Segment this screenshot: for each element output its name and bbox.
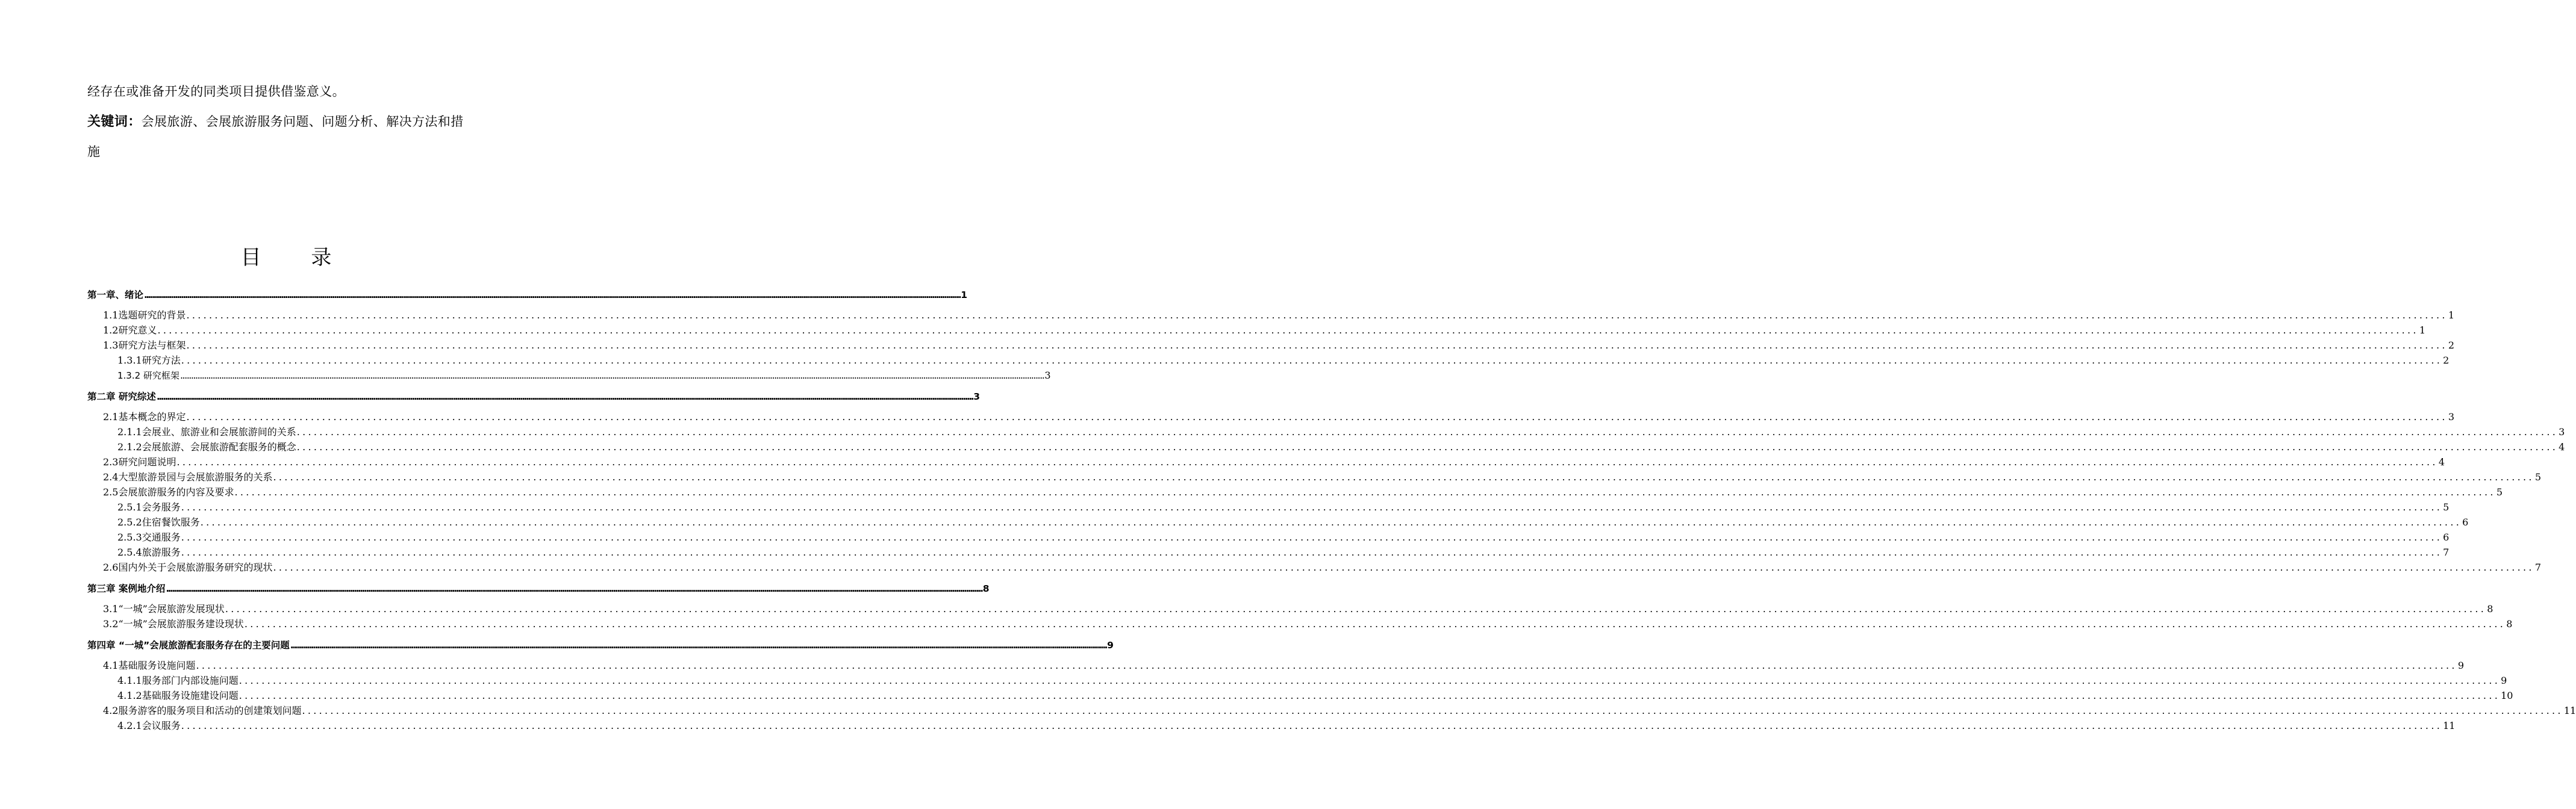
toc-entry-1-1[interactable] — [103, 308, 2455, 321]
keywords-line — [87, 114, 488, 129]
toc-entry-page: 3 — [973, 391, 980, 402]
toc-entry-4-1[interactable] — [103, 659, 2465, 672]
keywords-continuation: 施 — [87, 144, 101, 159]
toc-entry-page: 11 — [2443, 720, 2456, 731]
toc-entry-4-2-1[interactable] — [117, 719, 2456, 732]
toc-entry-chapter-4[interactable] — [87, 638, 1114, 651]
toc-entry-2-4[interactable] — [103, 470, 2542, 483]
toc-title: 目 录 — [240, 246, 354, 270]
toc-entry-page: 9 — [2457, 660, 2465, 671]
toc-entry-page: 3 — [2448, 411, 2455, 423]
toc-entry-chapter-3[interactable] — [87, 581, 990, 595]
dot-leader: ................................................................................................................................................................................................................................................................................................................................................................................................................ — [166, 583, 982, 594]
toc-entry-page: 2 — [2443, 355, 2450, 366]
dot-leader: ................................................................................................................................................................................................................................................................................................................................................................................................................ — [296, 426, 2559, 438]
dot-leader: ................................................................................................................................................................................................................................................................................................................................................................................................................ — [181, 547, 2443, 558]
dot-leader: ................................................................................................................................................................................................................................................................................................................................................................................................................ — [200, 516, 2462, 528]
toc-entry-page: 7 — [2534, 562, 2542, 573]
toc-entry-page: 5 — [2496, 486, 2503, 498]
toc-entry-text: 2.3研究问题说明 — [103, 456, 176, 468]
dot-leader: ................................................................................................................................................................................................................................................................................................................................................................................................................ — [239, 690, 2501, 701]
dot-leader: ................................................................................................................................................................................................................................................................................................................................................................................................................ — [181, 720, 2443, 731]
toc-entry-text: 第三章 案例地介绍 — [87, 583, 166, 594]
toc-entry-text: 4.1.2基础服务设施建设问题 — [117, 690, 239, 701]
toc-entry-text: 1.1选题研究的背景 — [103, 309, 186, 321]
toc-entry-text: 2.5会展旅游服务的内容及要求 — [103, 486, 234, 498]
keywords-text: 会展旅游、会展旅游服务问题、问题分析、解决方法和措 — [141, 114, 464, 129]
dot-leader: ................................................................................................................................................................................................................................................................................................................................................................................................................ — [273, 562, 2534, 573]
toc-entry-page: 10 — [2501, 690, 2513, 701]
toc-entry-2-5-2[interactable] — [117, 515, 2469, 528]
dot-leader: ................................................................................................................................................................................................................................................................................................................................................................................................................ — [157, 324, 2419, 336]
toc-entry-text: 1.3研究方法与框架 — [103, 339, 186, 351]
dot-leader: ................................................................................................................................................................................................................................................................................................................................................................................................................ — [244, 618, 2506, 630]
toc-entry-page: 1 — [961, 290, 968, 300]
toc-entry-3-1[interactable] — [103, 602, 2493, 615]
toc-entry-text: 2.1.1会展业、旅游业和会展旅游间的关系 — [117, 426, 296, 438]
dot-leader: ................................................................................................................................................................................................................................................................................................................................................................................................................ — [196, 660, 2457, 671]
toc-entry-chapter-2[interactable] — [87, 389, 980, 403]
paragraph-continuation: 经存在或准备开发的同类项目提供借鉴意义。 — [87, 84, 345, 99]
toc-entry-page: 6 — [2462, 516, 2469, 528]
dot-leader: ................................................................................................................................................................................................................................................................................................................................................................................................................ — [186, 309, 2448, 321]
toc-entry-2-1-2[interactable] — [117, 440, 2565, 453]
toc-entry-page: 9 — [2501, 675, 2507, 686]
dot-leader: ................................................................................................................................................................................................................................................................................................................................................................................................................ — [239, 675, 2501, 686]
toc-entry-page: 3 — [2559, 426, 2565, 438]
toc-entry-page: 11 — [2563, 705, 2576, 716]
toc-entry-page: 3 — [1044, 370, 1051, 381]
toc-entry-2-5[interactable] — [103, 485, 2503, 498]
dot-leader: ................................................................................................................................................................................................................................................................................................................................................................................................................ — [296, 441, 2559, 453]
toc-entry-1-3-1[interactable] — [117, 353, 2450, 367]
toc-entry-text: 2.5.2住宿餐饮服务 — [117, 516, 200, 528]
toc-entry-4-2[interactable] — [103, 704, 2576, 717]
toc-entry-page: 5 — [2534, 471, 2542, 483]
toc-entry-4-1-2[interactable] — [117, 689, 2513, 702]
toc-entry-1-3[interactable] — [103, 338, 2455, 352]
toc-entry-page: 6 — [2443, 532, 2450, 543]
dot-leader: ................................................................................................................................................................................................................................................................................................................................................................................................................ — [156, 391, 973, 402]
toc-entry-2-1-1[interactable] — [117, 425, 2565, 438]
toc-entry-text: 4.1基础服务设施问题 — [103, 660, 196, 671]
toc-entry-page: 8 — [2487, 603, 2493, 615]
toc-entry-text: 2.4大型旅游景园与会展旅游服务的关系 — [103, 471, 273, 483]
toc-entry-text: 2.6国内外关于会展旅游服务研究的现状 — [103, 562, 273, 573]
toc-entry-text: 4.2服务游客的服务项目和活动的创建策划问题 — [103, 705, 302, 716]
toc-entry-2-5-3[interactable] — [117, 530, 2450, 544]
toc-entry-text: 4.2.1会议服务 — [117, 720, 181, 731]
dot-leader: ................................................................................................................................................................................................................................................................................................................................................................................................................ — [302, 705, 2563, 716]
toc-entry-page: 5 — [2443, 501, 2450, 513]
toc-entry-text: 第一章、绪论 — [87, 290, 144, 300]
toc-entry-text: 2.1.2会展旅游、会展旅游配套服务的概念 — [117, 441, 296, 453]
dot-leader: ................................................................................................................................................................................................................................................................................................................................................................................................................ — [234, 486, 2496, 498]
toc-entry-text: 第二章 研究综述 — [87, 391, 156, 402]
toc-entry-2-5-4[interactable] — [117, 545, 2450, 559]
toc-entry-3-2[interactable] — [103, 617, 2513, 630]
toc-entry-page: 4 — [2438, 456, 2445, 468]
toc-entry-1-2[interactable] — [103, 323, 2426, 336]
toc-entry-2-3[interactable] — [103, 455, 2445, 468]
toc-entry-page: 1 — [2419, 324, 2426, 336]
toc-entry-page: 7 — [2443, 547, 2450, 558]
toc-entry-page: 8 — [2506, 618, 2513, 630]
toc-entry-page: 8 — [982, 583, 990, 594]
toc-entry-text: 2.5.3交通服务 — [117, 532, 181, 543]
toc-entry-chapter-1[interactable] — [87, 288, 968, 301]
toc-entry-page: 1 — [2448, 309, 2455, 321]
dot-leader: ................................................................................................................................................................................................................................................................................................................................................................................................................ — [273, 471, 2534, 483]
toc-entry-page: 2 — [2448, 339, 2455, 351]
dot-leader: ................................................................................................................................................................................................................................................................................................................................................................................................................ — [144, 290, 961, 300]
toc-entry-page: 9 — [1107, 640, 1114, 651]
dot-leader: ................................................................................................................................................................................................................................................................................................................................................................................................................ — [181, 355, 2443, 366]
toc-entry-text: 1.3.1研究方法 — [117, 355, 181, 366]
toc-entry-text: 第四章 “一城”会展旅游配套服务存在的主要问题 — [87, 640, 290, 651]
dot-leader: ................................................................................................................................................................................................................................................................................................................................................................................................................ — [181, 501, 2443, 513]
dot-leader: ................................................................................................................................................................................................................................................................................................................................................................................................................ — [181, 532, 2443, 543]
toc-entry-4-1-1[interactable] — [117, 674, 2507, 687]
toc-entry-text: 1.2研究意义 — [103, 324, 157, 336]
dot-leader: ................................................................................................................................................................................................................................................................................................................................................................................................................ — [186, 411, 2448, 423]
toc-entry-text: 4.1.1服务部门内部设施问题 — [117, 675, 239, 686]
dot-leader: ................................................................................................................................................................................................................................................................................................................................................................................................................ — [179, 370, 1044, 381]
toc-entry-text: 2.5.4旅游服务 — [117, 547, 181, 558]
dot-leader: ................................................................................................................................................................................................................................................................................................................................................................................................................ — [176, 456, 2438, 468]
toc-entry-text: 2.1基本概念的界定 — [103, 411, 186, 423]
dot-leader: ................................................................................................................................................................................................................................................................................................................................................................................................................ — [186, 339, 2448, 351]
toc-entry-2-6[interactable] — [103, 560, 2542, 574]
keywords-label: 关键词： — [87, 114, 142, 129]
toc-entry-text: 1.3.2 研究框架 — [117, 370, 179, 381]
toc-entry-2-5-1[interactable] — [117, 500, 2450, 513]
toc-entry-1-3-2[interactable] — [117, 368, 1051, 382]
toc-entry-2-1[interactable] — [103, 410, 2455, 423]
toc-entry-text: 3.2“一城”会展旅游服务建设现状 — [103, 618, 244, 630]
dot-leader: ................................................................................................................................................................................................................................................................................................................................................................................................................ — [290, 640, 1107, 651]
toc-entry-page: 4 — [2559, 441, 2565, 453]
toc-entry-text: 2.5.1会务服务 — [117, 501, 181, 513]
toc-entry-text: 3.1“一城”会展旅游发展现状 — [103, 603, 225, 615]
dot-leader: ................................................................................................................................................................................................................................................................................................................................................................................................................ — [225, 603, 2487, 615]
